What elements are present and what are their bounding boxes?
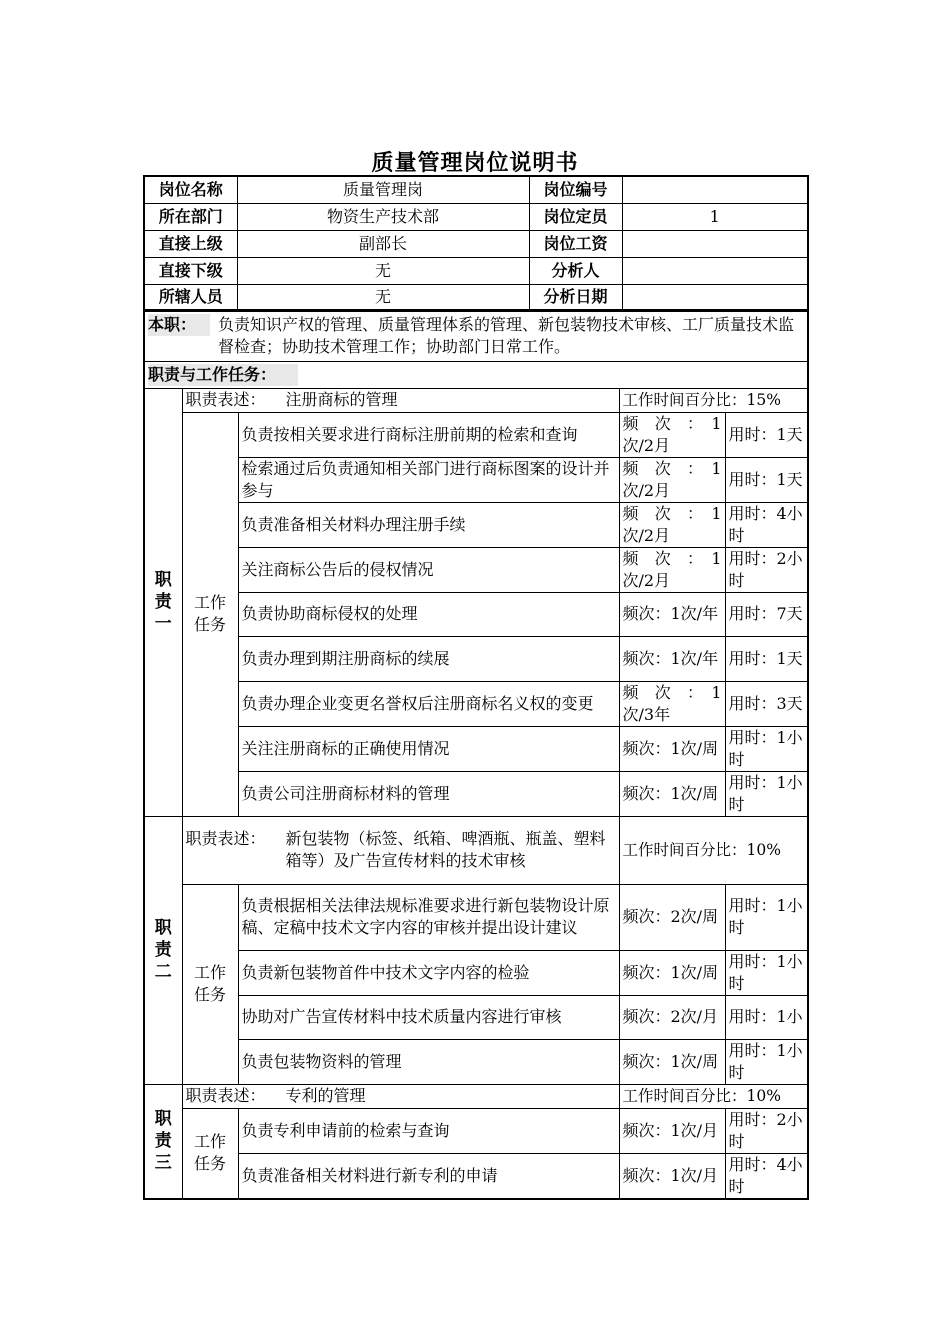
task-time: 用时：1小时 (725, 726, 808, 771)
duty-desc (186, 389, 616, 411)
task-row (144, 502, 808, 547)
info-value: 质量管理岗 (237, 176, 529, 203)
task-row (144, 726, 808, 771)
task-text: 检索通过后负责通知相关部门进行商标图案的设计并参与 (238, 457, 619, 502)
task-label-cell (182, 1108, 238, 1199)
task-time: 用时：1小时 (725, 771, 808, 816)
task-time: 用时：1小时 (725, 884, 808, 950)
task-time: 用时：1小时 (725, 950, 808, 995)
info-label: 所辖人员 (144, 284, 237, 311)
info-row (144, 257, 808, 284)
info-value: 物资生产技术部 (237, 203, 529, 230)
task-time: 用时：1天 (725, 412, 808, 457)
duty-label-text: 职责二 (154, 918, 172, 982)
duties-header: 职责与工作任务： (148, 364, 298, 386)
main-duty-text: 负责知识产权的管理、质量管理体系的管理、新包装物技术审核、工厂质量技术监督检查；协助技术管理工作；协助部门日常工作。 (218, 314, 795, 356)
info-value: 无 (237, 284, 529, 311)
task-frequency: 频 次 ： 1次/2月 (619, 502, 725, 547)
task-text: 负责准备相关材料进行新专利的申请 (238, 1153, 619, 1199)
task-time: 用时：2小时 (725, 547, 808, 592)
task-time: 用时：1小时 (725, 1039, 808, 1084)
task-text: 负责按相关要求进行商标注册前期的检索和查询 (238, 412, 619, 457)
task-frequency: 频次：1次/月 (619, 1108, 725, 1153)
task-text: 关注注册商标的正确使用情况 (238, 726, 619, 771)
duty-desc-row (144, 388, 808, 412)
task-text: 关注商标公告后的侵权情况 (238, 547, 619, 592)
info-value (622, 257, 808, 284)
info-label: 岗位定员 (529, 203, 622, 230)
main-duty-cell (144, 310, 808, 361)
task-text: 负责公司注册商标材料的管理 (238, 771, 619, 816)
task-row (144, 592, 808, 636)
task-time: 用时：1天 (725, 636, 808, 681)
duty-desc-cell (182, 816, 619, 884)
page-title: 质量管理岗位说明书 (371, 150, 579, 176)
task-time: 用时：1天 (725, 457, 808, 502)
duty-desc-text: 专利的管理 (285, 1086, 366, 1105)
task-text: 负责包装物资料的管理 (238, 1039, 619, 1084)
duties-table (143, 309, 809, 1200)
duty-desc-label: 职责表述： (185, 829, 266, 848)
task-frequency: 频次：1次/周 (619, 771, 725, 816)
task-label: 工作任务 (193, 1132, 226, 1173)
task-row (144, 636, 808, 681)
task-text: 负责新包装物首件中技术文字内容的检验 (238, 950, 619, 995)
info-label: 直接上级 (144, 230, 237, 257)
task-frequency: 频次：2次/周 (619, 884, 725, 950)
task-text: 协助对广告宣传材料中技术质量内容进行审核 (238, 995, 619, 1039)
task-label: 工作任务 (193, 963, 226, 1004)
task-time: 用时：1小 (725, 995, 808, 1039)
task-row (144, 1153, 808, 1199)
info-row (144, 176, 808, 203)
task-row (144, 457, 808, 502)
info-label: 所在部门 (144, 203, 237, 230)
duty-desc-cell (182, 1084, 619, 1108)
info-label: 岗位工资 (529, 230, 622, 257)
duty-desc-cell (182, 388, 619, 412)
duty-percent: 工作时间百分比：15% (619, 388, 808, 412)
task-frequency: 频次：1次/年 (619, 592, 725, 636)
main-duty-label: 本职： (148, 314, 210, 336)
task-row (144, 771, 808, 816)
duty-desc (186, 1085, 616, 1107)
task-text: 负责专利申请前的检索与查询 (238, 1108, 619, 1153)
task-frequency: 频次：1次/年 (619, 636, 725, 681)
task-time: 用时：4小时 (725, 502, 808, 547)
task-frequency: 频次：1次/月 (619, 1153, 725, 1199)
info-label: 分析日期 (529, 284, 622, 311)
info-value: 1 (622, 203, 808, 230)
task-frequency: 频次：1次/周 (619, 1039, 725, 1084)
info-value: 无 (237, 257, 529, 284)
task-time: 用时：3天 (725, 681, 808, 726)
duty-desc (186, 828, 616, 872)
task-row (144, 950, 808, 995)
task-label: 工作任务 (193, 593, 226, 634)
duties-header-cell (144, 361, 808, 388)
info-value: 副部长 (237, 230, 529, 257)
info-label: 分析人 (529, 257, 622, 284)
task-text: 负责根据相关法律法规标准要求进行新包装物设计原稿、定稿中技术文字内容的审核并提出设计建议 (238, 884, 619, 950)
duty-desc-label: 职责表述： (185, 1086, 266, 1105)
duty-label (144, 816, 182, 1084)
task-time: 用时：2小时 (725, 1108, 808, 1153)
task-row (144, 1108, 808, 1153)
task-time: 用时：4小时 (725, 1153, 808, 1199)
task-label-cell (182, 884, 238, 1084)
duty-percent: 工作时间百分比：10% (619, 1084, 808, 1108)
info-row (144, 230, 808, 257)
duty-label (144, 1084, 182, 1199)
task-text: 负责办理到期注册商标的续展 (238, 636, 619, 681)
info-label: 岗位编号 (529, 176, 622, 203)
basic-info-table (143, 175, 809, 312)
info-row (144, 203, 808, 230)
task-row (144, 995, 808, 1039)
duties-header-row (144, 361, 808, 388)
task-time: 用时：7天 (725, 592, 808, 636)
duty-label-text: 职责三 (154, 1109, 172, 1173)
main-duty-row (144, 310, 808, 361)
task-row (144, 884, 808, 950)
info-value (622, 230, 808, 257)
duty-desc-row (144, 816, 808, 884)
task-frequency: 频 次 ： 1次/2月 (619, 547, 725, 592)
duty-percent: 工作时间百分比：10% (619, 816, 808, 884)
task-frequency: 频 次 ： 1次/3年 (619, 681, 725, 726)
info-label: 直接下级 (144, 257, 237, 284)
task-row (144, 412, 808, 457)
info-value (622, 176, 808, 203)
info-label: 岗位名称 (144, 176, 237, 203)
task-frequency: 频 次 ： 1次/2月 (619, 457, 725, 502)
task-row (144, 1039, 808, 1084)
task-frequency: 频 次 ： 1次/2月 (619, 412, 725, 457)
task-text: 负责协助商标侵权的处理 (238, 592, 619, 636)
info-row (144, 284, 808, 311)
task-label-cell (182, 412, 238, 816)
task-frequency: 频次：1次/周 (619, 726, 725, 771)
info-value (622, 284, 808, 311)
task-text: 负责办理企业变更名誉权后注册商标名义权的变更 (238, 681, 619, 726)
duty-desc-text: 新包装物（标签、纸箱、啤酒瓶、瓶盖、塑料箱等）及广告宣传材料的技术审核 (285, 829, 606, 870)
duty-label (144, 388, 182, 816)
duty-desc-label: 职责表述： (185, 390, 266, 409)
task-row (144, 547, 808, 592)
duty-desc-text: 注册商标的管理 (285, 390, 398, 409)
duty-desc-row (144, 1084, 808, 1108)
task-frequency: 频次：2次/月 (619, 995, 725, 1039)
task-row (144, 681, 808, 726)
task-frequency: 频次：1次/周 (619, 950, 725, 995)
task-text: 负责准备相关材料办理注册手续 (238, 502, 619, 547)
duty-label-text: 职责一 (154, 570, 172, 634)
